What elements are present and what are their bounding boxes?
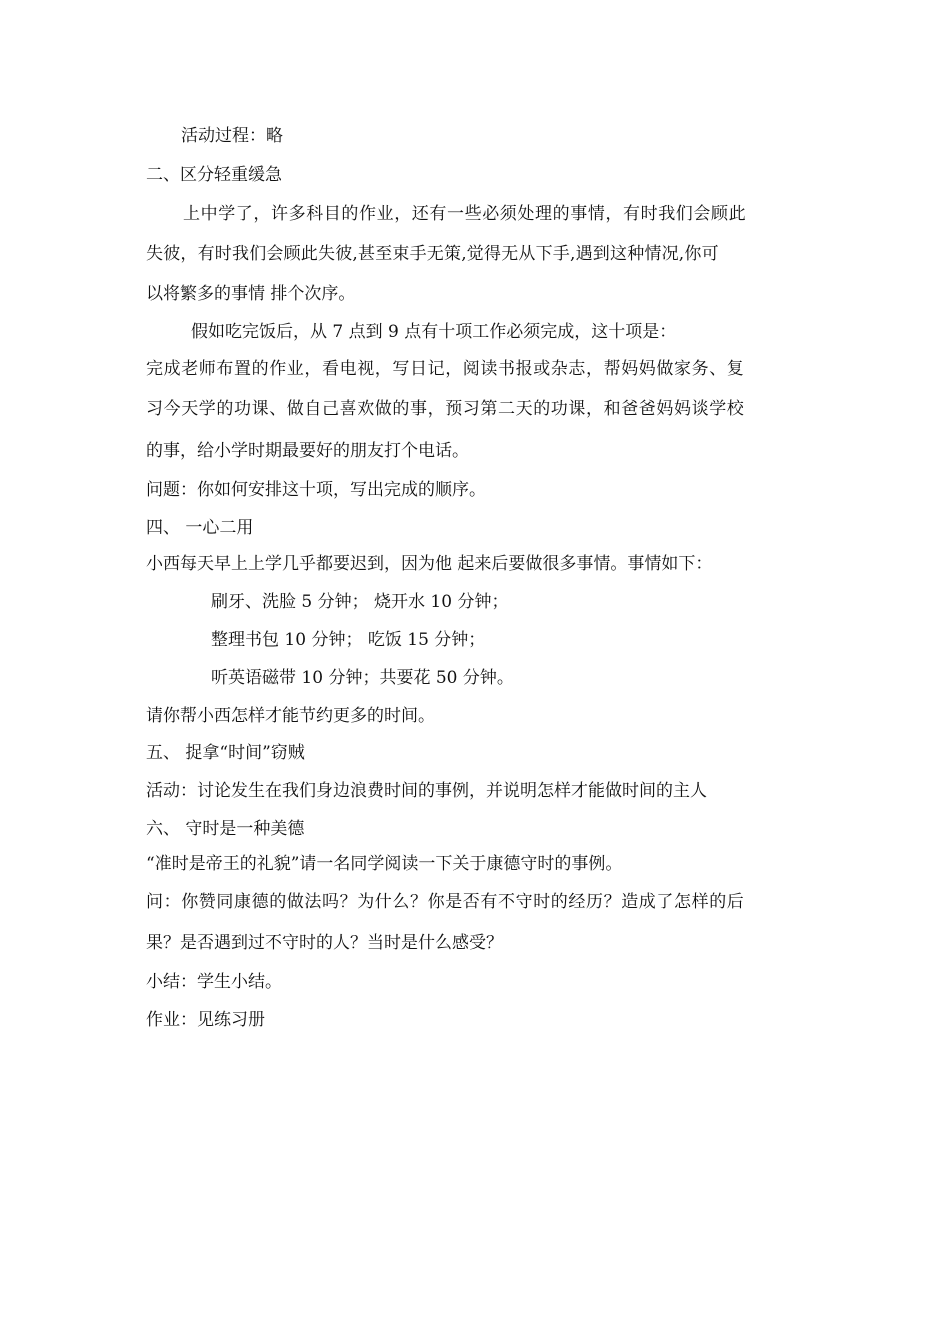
quote-line: “准时是帝王的礼貌”请一名同学阅读一下关于康德守时的事例。 [146, 854, 623, 874]
paragraph-line: 假如吃完饭后，从 7 点到 9 点有十项工作必须完成，这十项是： [191, 322, 677, 342]
paragraph-line: 小西每天早上上学几乎都要迟到，因为他 起来后要做很多事情。事情如下： [146, 554, 713, 574]
paragraph-line: 完成老师布置的作业，看电视，写日记，阅读书报或杂志，帮妈妈做家务、复 [146, 359, 745, 379]
activity-process-line: 活动过程：略 [181, 126, 283, 146]
summary-line: 小结：学生小结。 [146, 972, 282, 992]
question-line: 果？是否遇到过不守时的人？当时是什么感受？ [146, 933, 503, 953]
task-list-line: 整理书包 10 分钟； 吃饭 15 分钟； [211, 630, 486, 650]
section-heading-time-thief: 五、 捉拿“时间”窃贼 [146, 743, 305, 763]
question-line: 问题：你如何安排这十项，写出完成的顺序。 [146, 480, 486, 500]
paragraph-line: 习今天学的功课、做自己喜欢做的事，预习第二天的功课，和爸爸妈妈谈学校 [146, 399, 745, 419]
section-heading-punctuality: 六、 守时是一种美德 [146, 819, 305, 839]
question-line: 请你帮小西怎样才能节约更多的时间。 [146, 706, 435, 726]
paragraph-line: 以将繁多的事情 排个次序。 [146, 284, 356, 304]
paragraph-line: 上中学了，许多科目的作业，还有一些必须处理的事情，有时我们会顾此 [183, 204, 747, 224]
section-heading-priorities: 二、区分轻重缓急 [146, 165, 282, 185]
task-list-line: 听英语磁带 10 分钟；共要花 50 分钟。 [211, 668, 514, 688]
homework-line: 作业：见练习册 [146, 1010, 265, 1030]
task-list-line: 刷牙、洗脸 5 分钟； 烧开水 10 分钟； [211, 592, 509, 612]
activity-line: 活动：讨论发生在我们身边浪费时间的事例，并说明怎样才能做时间的主人 [146, 781, 707, 801]
paragraph-line: 失彼，有时我们会顾此失彼,甚至束手无策,觉得无从下手,遇到这种情况,你可 [146, 244, 719, 264]
section-heading-multitask: 四、 一心二用 [146, 518, 254, 538]
question-line: 问：你赞同康德的做法吗？为什么？你是否有不守时的经历？造成了怎样的后 [146, 892, 745, 912]
paragraph-line: 的事，给小学时期最要好的朋友打个电话。 [146, 441, 469, 461]
